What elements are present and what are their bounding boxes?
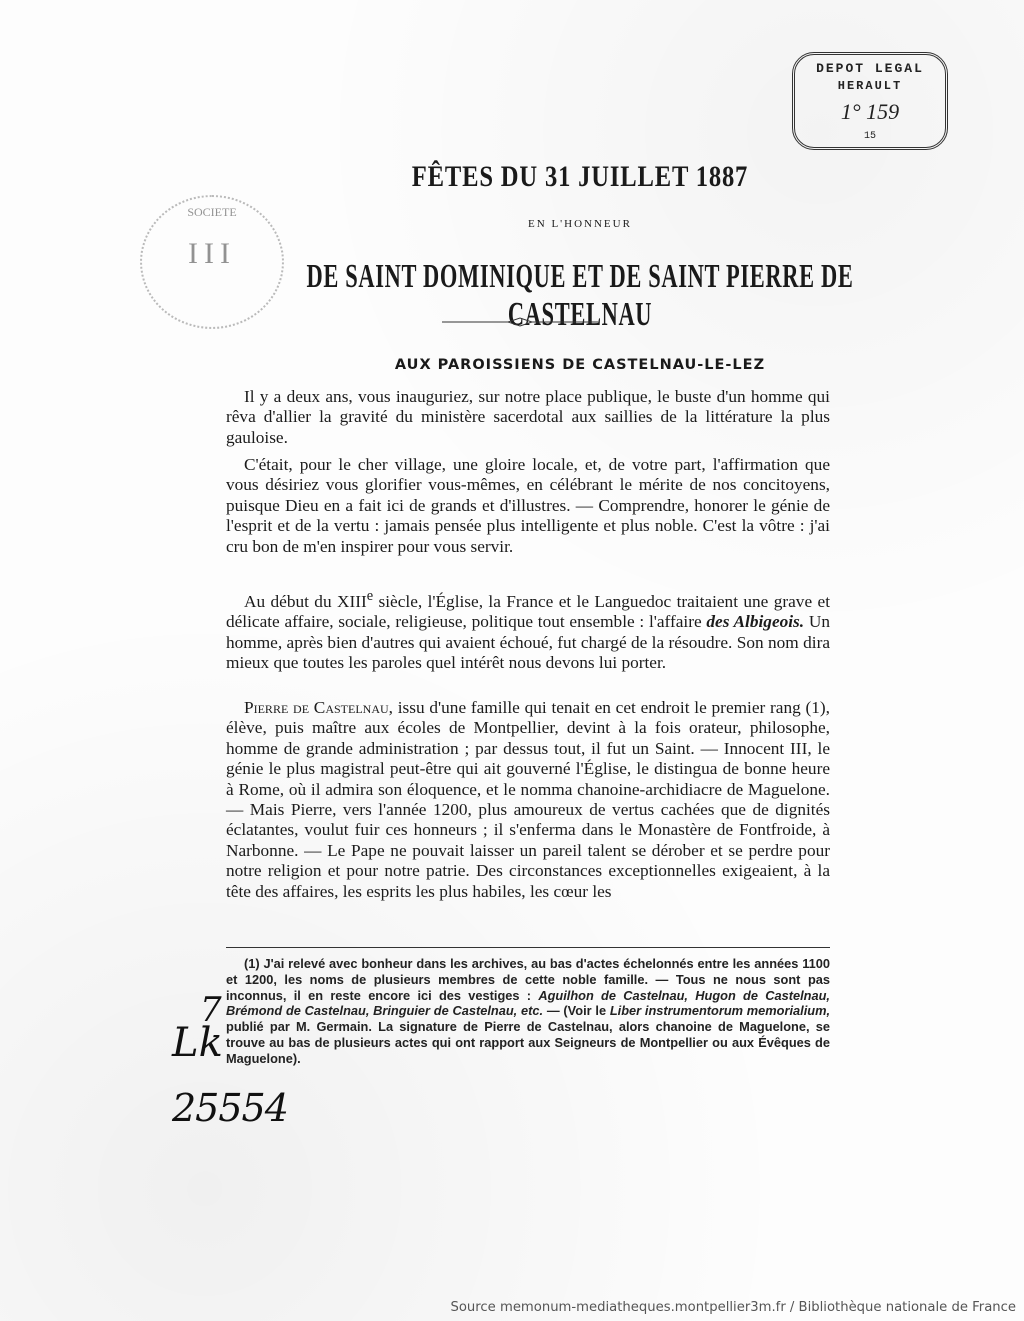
footnote-italic-1: Aguilhon de Castelnau, Hugon de Castelnau, Brémond de Castelnau, Bringuier de Castelnau, etc. xyxy=(226,987,830,1019)
p3-after: Un homme, après bien d'autres qui avaient échoué, fut chargé de la résoudre. Son nom dira mieux que toutes les paroles quel intérêt nous devons lui porter. xyxy=(226,612,830,672)
stamp-line-4: 15 xyxy=(863,131,876,142)
p4-name: Pierre de Castelnau, xyxy=(244,698,393,717)
source-attribution: Source memonum-mediatheques.montpellier3m.fr / Bibliothèque nationale de France xyxy=(450,1300,1016,1315)
footnote-italic-2: Liber instrumentorum memorialium, xyxy=(609,1003,831,1019)
footnote-text xyxy=(226,956,830,1067)
handwritten-line-1: 7 xyxy=(200,990,222,1030)
dedication-title: DE SAINT DOMINIQUE ET DE SAINT PIERRE DE CASTELNAU xyxy=(306,258,854,333)
paragraph-1-text: Il y a deux ans, vous inauguriez, sur notre place publique, le buste d'un homme qui rêva d'allier la gravité du ministère sacerdotal aux saillies de la littérature la plus gauloise. xyxy=(226,387,830,447)
footnote xyxy=(226,956,830,1067)
p3-sup: e xyxy=(366,588,374,604)
stamp-line-2: HERAULT xyxy=(837,79,903,93)
faint-stamp-line-2: III xyxy=(188,237,236,270)
paragraph-3 xyxy=(226,586,830,673)
paragraph-2 xyxy=(226,455,830,557)
handwritten-line-2: Lk xyxy=(172,1020,223,1066)
en-honneur-label: EN L'HONNEUR xyxy=(528,218,632,230)
stamp-line-3: 1° 159 xyxy=(840,99,900,124)
faint-stamp-line-1: SOCIETE xyxy=(187,205,237,219)
faint-library-stamp xyxy=(140,195,284,329)
footnote-part-1: (1) J'ai relevé avec bonheur dans les archives, au bas d'actes échelonnés entre les années 1100 et 1200, les noms de plusieurs membres de cette noble famille. — Tous ne nous sont pas inconnus, il en reste encore ici des vestiges : xyxy=(226,956,830,1003)
footnote-separator xyxy=(226,947,830,948)
paragraph-3-text xyxy=(226,586,830,673)
p3-before: Au début du XIII xyxy=(244,591,367,611)
p4-body: issu d'une famille qui tenait en cet endroit le premier rang (1), élève, puis maître aux écoles de Montpellier, devint à la fois orateur, philosophe, homme de grande administration ; par dessus tout, il fut un Saint. — Innocent III, le génie le plus magistral peut-être qui ait gouverné l'Église, le distingua de bonne heure à Rome, où il admira son éloquence, et le nomma chanoine-archidiacre de Maguelone. — Mais Pierre, vers l'année 1200, plus amoureux de vertus cachées que de dignités éclatantes, voulut fuir ces honneurs ; il s'enferma dans le Monastère de Fontfroide, à Narbonne. — Le Pape ne pouvait laisser un pareil talent se dérober et se perdre pour notre religion et pour notre patrie. Des circonstances exceptionnelles exigeaient, à la tête des affaires, les esprits les plus habiles, les cœur les xyxy=(226,698,830,901)
paragraph-1 xyxy=(226,387,830,448)
p3-middle: siècle, l'Église, la France et le Languedoc traitaient une grave et délicate affaire, sociale, religieuse, politique tout ensemble : l'affaire xyxy=(226,591,830,632)
paragraph-4 xyxy=(226,698,830,902)
handwritten-line-3: 25554 xyxy=(172,1086,288,1130)
footnote-part-2: — (Voir le xyxy=(543,1003,610,1019)
p3-emphasis: des Albigeois. xyxy=(706,612,805,632)
ornament-divider-icon xyxy=(440,316,600,328)
main-title: FÊTES DU 31 JUILLET 1887 xyxy=(411,160,749,193)
stamp-line-1: DEPOT LEGAL xyxy=(816,61,924,76)
handwritten-shelfmark xyxy=(160,990,300,1140)
address-heading: AUX PAROISSIENS DE CASTELNAU-LE-LEZ xyxy=(394,357,766,373)
paragraph-4-text xyxy=(226,698,830,902)
depot-legal-stamp xyxy=(792,52,948,150)
footnote-part-3: publié par M. Germain. La signature de Pierre de Castelnau, alors chanoine de Maguelone, se trouve au bas de plusieurs actes qui ont rapport aux Seigneurs de Montpellier ou aux Évêques de Maguelone). xyxy=(226,1019,830,1066)
paragraph-2-text: C'était, pour le cher village, une gloire locale, et, de votre part, l'affirmation que vous désiriez vous glorifier vous-mêmes, en célébrant le mérite de nos concitoyens, puisque Dieu en a fait ici de grands et d'illustres. — Comprendre, honorer le génie de l'esprit et de la vertu : jamais pensée plus intelligente et plus noble. C'est la vôtre : j'ai cru bon de m'en inspirer pour vous servir. xyxy=(226,455,830,556)
